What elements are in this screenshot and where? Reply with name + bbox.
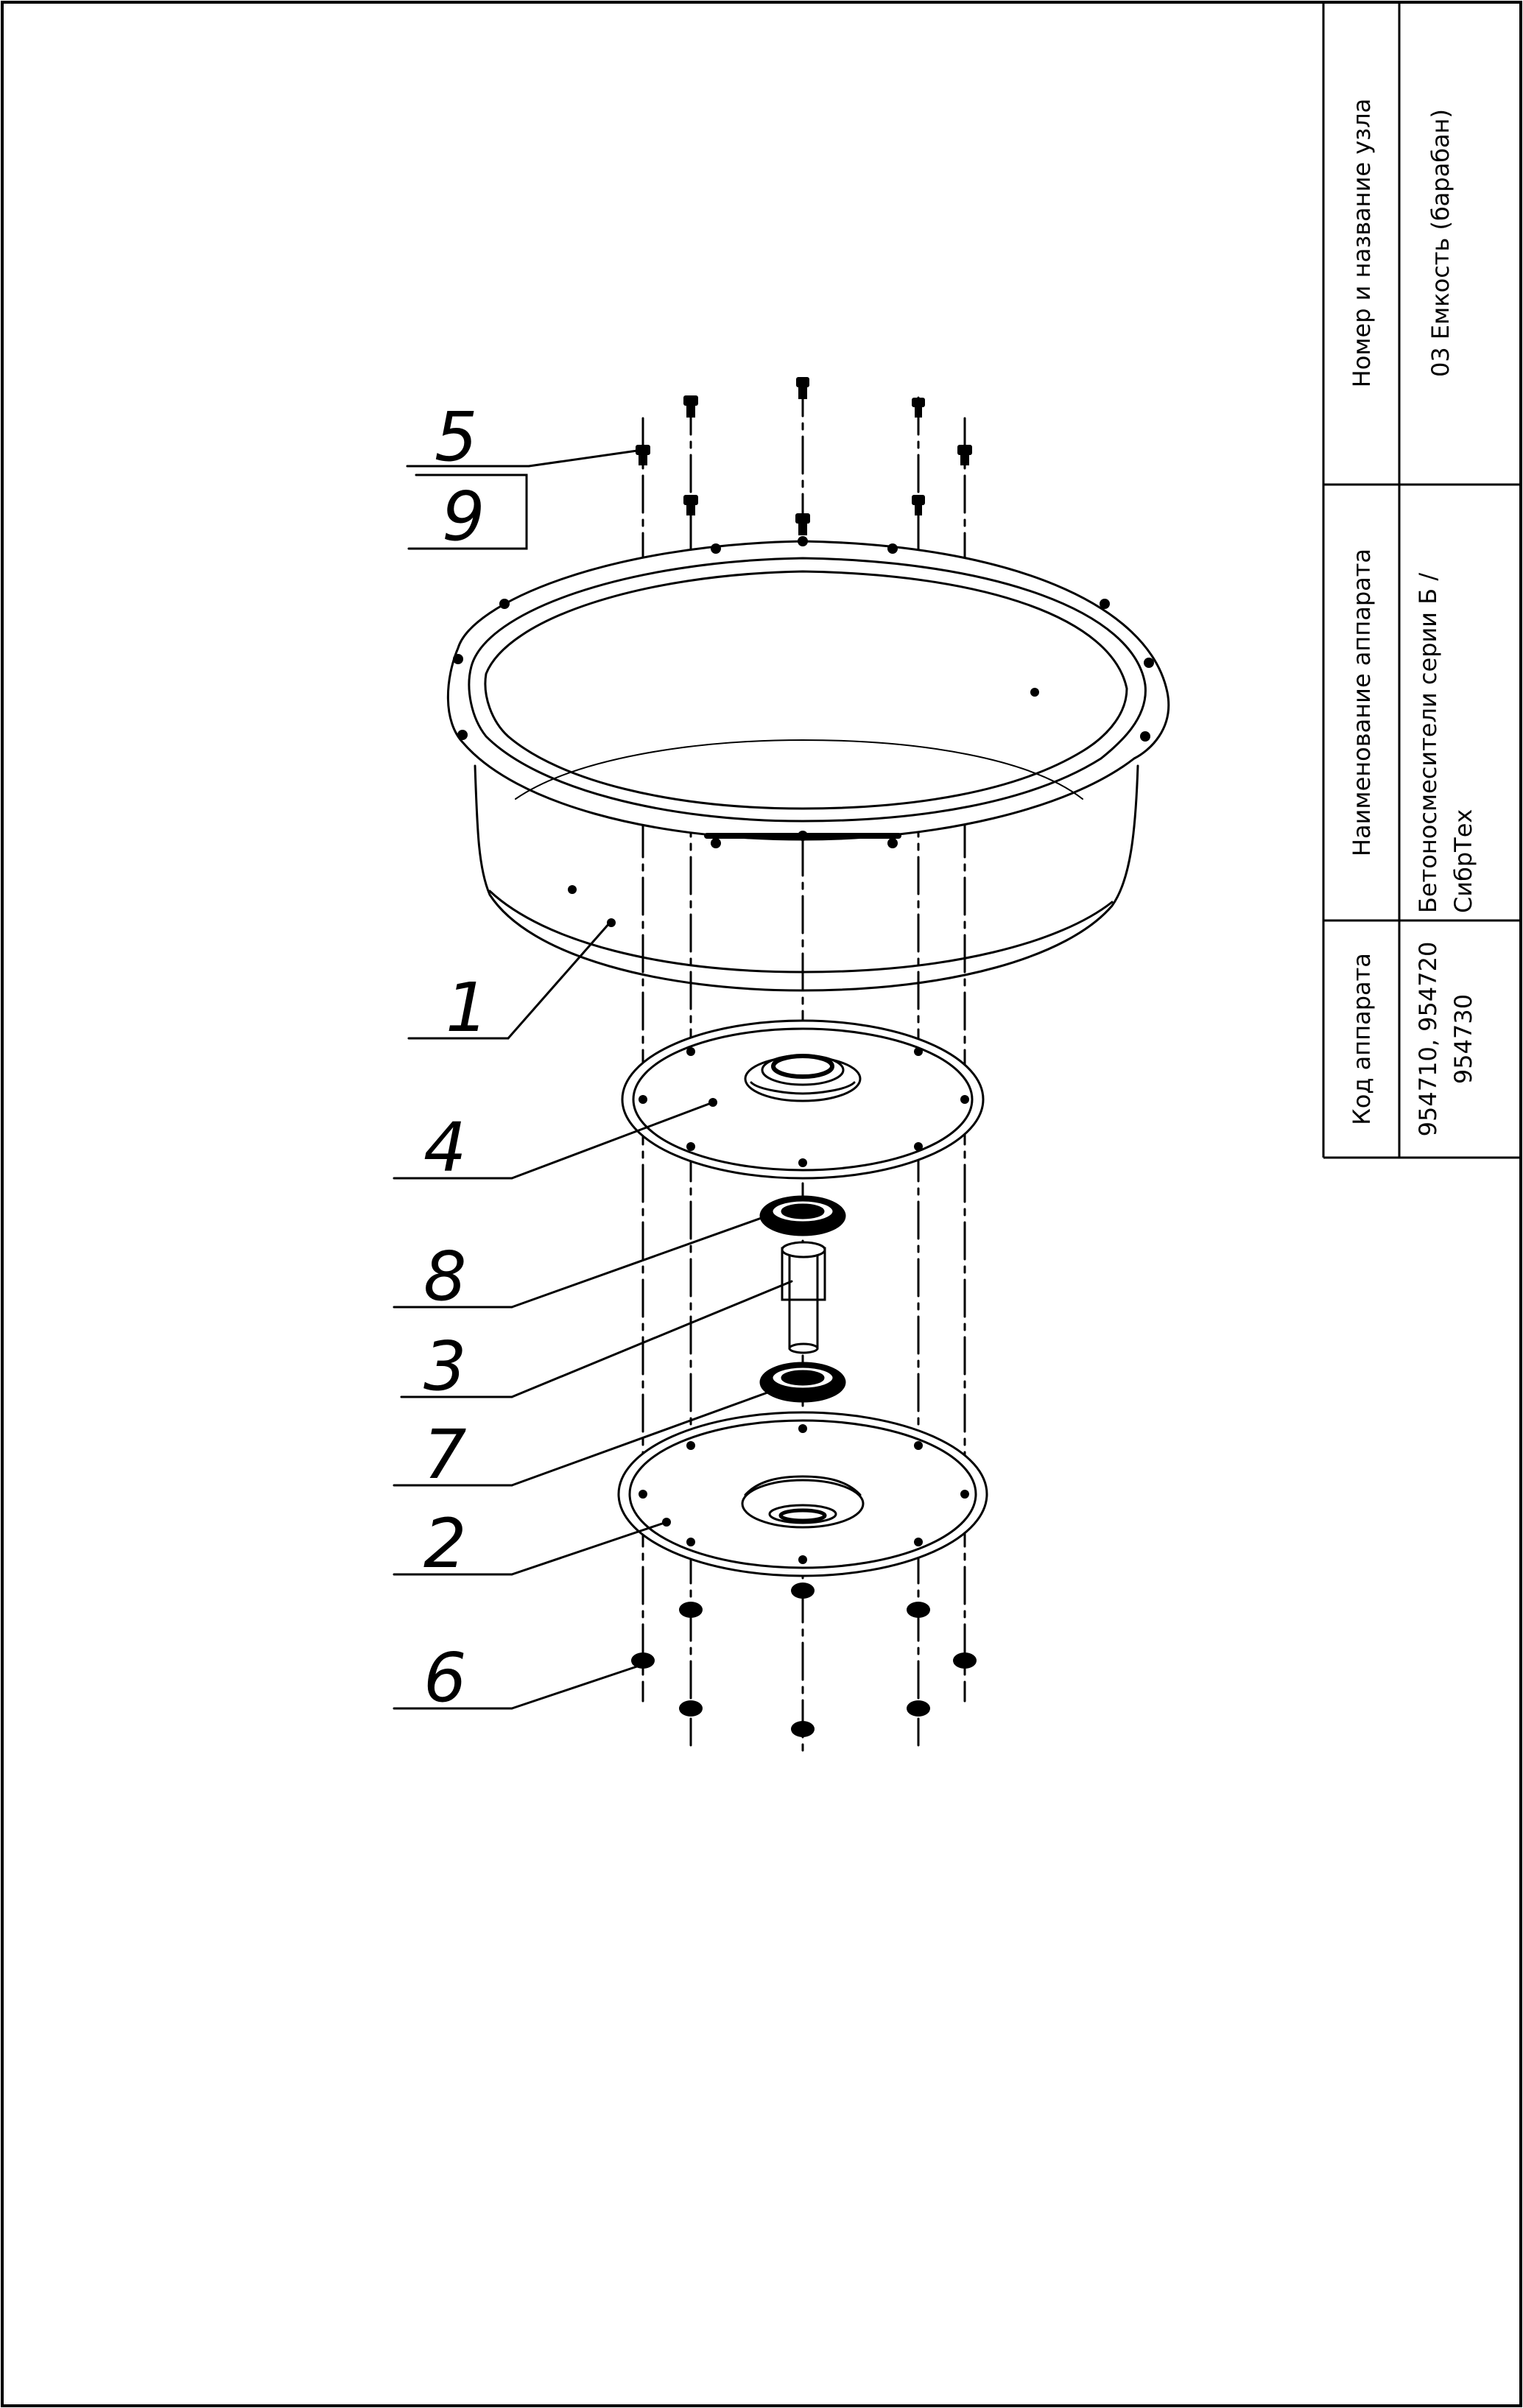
callout-6: 6 bbox=[423, 1638, 467, 1717]
apparatus-code-line2: 954730 bbox=[1449, 993, 1477, 1085]
apparatus-name-header: Наименование аппарата bbox=[1348, 548, 1376, 857]
node-name: 03 Емкость (барабан) bbox=[1427, 109, 1455, 377]
callout-5: 5 bbox=[435, 398, 478, 476]
callout-1: 1 bbox=[446, 968, 489, 1047]
lower-plate bbox=[619, 1412, 987, 1576]
callout-8: 8 bbox=[423, 1237, 467, 1316]
upper-plate bbox=[622, 1021, 983, 1178]
node-header: Номер и название узла bbox=[1348, 98, 1376, 388]
upper-bearing bbox=[761, 1197, 845, 1235]
assembly-drawing bbox=[394, 377, 1169, 1756]
callout-3: 3 bbox=[423, 1327, 467, 1406]
shaft bbox=[782, 1242, 825, 1353]
lower-bearing bbox=[761, 1363, 845, 1401]
callout-9: 9 bbox=[442, 477, 485, 556]
callout-2: 2 bbox=[423, 1504, 467, 1583]
apparatus-code-line1: 954710, 954720 bbox=[1414, 941, 1442, 1137]
apparatus-name-line2: СибрТех bbox=[1449, 809, 1477, 913]
callout-7: 7 bbox=[423, 1415, 467, 1494]
apparatus-code-header: Код аппарата bbox=[1348, 953, 1376, 1125]
apparatus-name-line1: Бетоносмесители серии Б / bbox=[1414, 572, 1442, 913]
callout-4: 4 bbox=[423, 1108, 467, 1187]
sheet-border bbox=[2, 2, 1521, 2406]
drum bbox=[448, 536, 1168, 990]
